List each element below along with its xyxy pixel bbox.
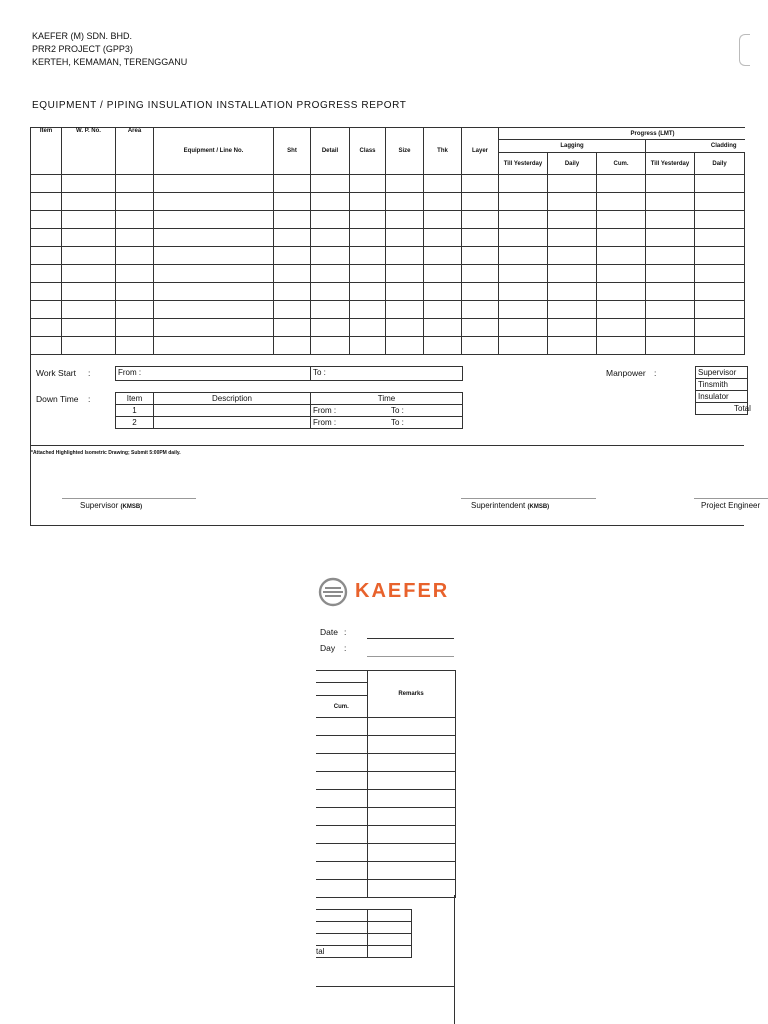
table-cell[interactable] <box>274 211 311 229</box>
table-cell[interactable] <box>386 229 424 247</box>
table-cell[interactable] <box>31 319 62 337</box>
table-cell[interactable] <box>311 265 350 283</box>
table-cell[interactable] <box>462 283 499 301</box>
table-row <box>316 736 455 754</box>
down-time-time-cell[interactable] <box>311 405 463 417</box>
table-cell[interactable] <box>646 175 695 193</box>
table-cell[interactable] <box>350 301 386 319</box>
table-cell[interactable] <box>695 175 745 193</box>
company-name: KAEFER (M) SDN. BHD. <box>32 31 133 41</box>
col-header-equipment: Equipment / Line No. <box>154 128 274 175</box>
manpower-total-count[interactable] <box>367 946 411 958</box>
project-name: PRR2 PROJECT (GPP3) <box>32 44 133 54</box>
col-header-lagging-daily: Daily <box>548 153 597 175</box>
superintendent-sign-line <box>461 498 596 499</box>
table-cell[interactable] <box>548 175 597 193</box>
manpower-supervisor-count[interactable] <box>367 910 411 922</box>
table-cell[interactable] <box>597 175 646 193</box>
table-cell[interactable] <box>62 193 116 211</box>
table-cell[interactable] <box>154 229 274 247</box>
table-cell[interactable] <box>350 193 386 211</box>
table-cell[interactable] <box>62 337 116 355</box>
col-header-class: Class <box>350 128 386 175</box>
table-cell[interactable] <box>116 337 154 355</box>
table-cell[interactable] <box>646 211 695 229</box>
table-cell[interactable] <box>154 175 274 193</box>
table-cell[interactable] <box>311 211 350 229</box>
table-cell[interactable] <box>462 247 499 265</box>
table-cell[interactable] <box>424 301 462 319</box>
work-start-to-label: To : <box>313 368 326 377</box>
table-cell[interactable] <box>350 283 386 301</box>
manpower-table <box>695 366 751 415</box>
supervisor-signature <box>80 501 142 510</box>
table-cell[interactable] <box>316 736 367 754</box>
col-header-progress: Progress (LMT) <box>499 128 745 140</box>
table-cell[interactable] <box>597 319 646 337</box>
table-cell[interactable] <box>386 301 424 319</box>
table-cell[interactable] <box>646 265 695 283</box>
col-header-cladding-cum: Cum. <box>316 696 367 718</box>
date-colon: : <box>344 627 347 637</box>
table-cell[interactable] <box>695 247 745 265</box>
down-time-description-cell[interactable] <box>154 417 311 429</box>
table-cell[interactable] <box>274 229 311 247</box>
table-cell[interactable] <box>499 265 548 283</box>
table-cell[interactable] <box>386 193 424 211</box>
table-cell[interactable] <box>31 265 62 283</box>
table-row <box>31 283 745 301</box>
table-cell[interactable] <box>116 301 154 319</box>
table-cell[interactable] <box>386 283 424 301</box>
day-label: Day <box>320 643 336 653</box>
table-row <box>31 265 745 283</box>
table-cell[interactable] <box>316 844 367 862</box>
down-time-to-label: To : <box>391 406 404 415</box>
down-time-from-label: From : <box>313 406 337 415</box>
col-header-cladding-daily: Daily <box>695 153 745 175</box>
day-field[interactable] <box>367 656 454 657</box>
table-cell[interactable] <box>462 229 499 247</box>
table-cell[interactable] <box>316 790 367 808</box>
work-start-colon: : <box>88 368 91 378</box>
table-cell[interactable] <box>462 175 499 193</box>
table-cell[interactable] <box>316 880 367 898</box>
col-header-layer: Layer <box>462 128 499 175</box>
table-cell[interactable] <box>386 175 424 193</box>
table-cell[interactable] <box>154 211 274 229</box>
project-engineer-sign-label: Project Engineer <box>701 501 761 510</box>
manpower-label: Manpower <box>606 368 646 378</box>
table-cell[interactable] <box>695 265 745 283</box>
table-cell[interactable] <box>597 337 646 355</box>
table-cell[interactable] <box>31 283 62 301</box>
down-time-header-description: Description <box>154 393 311 405</box>
table-cell[interactable] <box>367 844 455 862</box>
col-header-sht: Sht <box>274 128 311 175</box>
down-time-header-item: Item <box>116 393 154 405</box>
table-cell[interactable] <box>116 229 154 247</box>
table-row <box>31 229 745 247</box>
table-cell[interactable] <box>695 229 745 247</box>
table-cell[interactable] <box>316 808 367 826</box>
table-cell[interactable] <box>154 283 274 301</box>
table-cell[interactable] <box>367 736 455 754</box>
table-cell[interactable] <box>548 265 597 283</box>
table-cell[interactable] <box>499 337 548 355</box>
table-row <box>316 772 455 790</box>
table-cell[interactable] <box>695 301 745 319</box>
table-cell[interactable] <box>386 247 424 265</box>
work-start-from-field[interactable] <box>115 366 311 381</box>
table-cell[interactable] <box>62 229 116 247</box>
supervisor-sign-label: Supervisor <box>80 501 119 510</box>
down-time-row <box>116 405 463 417</box>
table-cell[interactable] <box>350 319 386 337</box>
table-cell[interactable] <box>311 193 350 211</box>
table-cell[interactable] <box>462 319 499 337</box>
down-time-row <box>116 417 463 429</box>
down-time-item-number: 2 <box>116 417 154 429</box>
table-cell[interactable] <box>548 229 597 247</box>
table-cell[interactable] <box>31 229 62 247</box>
table-cell[interactable] <box>646 337 695 355</box>
table-row <box>316 880 455 898</box>
work-start-label: Work Start <box>36 368 76 378</box>
table-cell[interactable] <box>424 265 462 283</box>
table-cell[interactable] <box>316 862 367 880</box>
project-engineer-sign-line <box>694 498 768 499</box>
table-cell[interactable] <box>548 301 597 319</box>
table-cell[interactable] <box>350 211 386 229</box>
table-row <box>31 211 745 229</box>
table-row <box>31 175 745 193</box>
table-cell[interactable] <box>695 319 745 337</box>
table-cell[interactable] <box>695 211 745 229</box>
col-header-detail: Detail <box>311 128 350 175</box>
table-cell[interactable] <box>62 211 116 229</box>
table-cell[interactable] <box>424 247 462 265</box>
table-cell[interactable] <box>116 175 154 193</box>
table-cell[interactable] <box>462 211 499 229</box>
supervisor-sign-line <box>62 498 196 499</box>
table-cell[interactable] <box>367 826 455 844</box>
kaefer-logo-text: KAEFER <box>355 580 450 602</box>
table-cell[interactable] <box>367 808 455 826</box>
superintendent-sign-label: Superintendent <box>471 501 526 510</box>
date-field[interactable] <box>367 638 454 639</box>
table-cell[interactable] <box>424 193 462 211</box>
work-start-to-field[interactable] <box>310 366 463 381</box>
table-cell[interactable] <box>116 265 154 283</box>
table-cell[interactable] <box>154 247 274 265</box>
work-start-from-label: From : <box>118 368 142 377</box>
table-cell[interactable] <box>62 283 116 301</box>
table-cell[interactable] <box>386 319 424 337</box>
down-time-colon: : <box>88 394 91 404</box>
table-row <box>31 301 745 319</box>
table-cell[interactable] <box>316 772 367 790</box>
table-cell[interactable] <box>154 265 274 283</box>
manpower-insulator-count[interactable] <box>367 934 411 946</box>
table-cell[interactable] <box>316 754 367 772</box>
table-cell[interactable] <box>62 247 116 265</box>
table-cell[interactable] <box>367 718 455 736</box>
table-cell[interactable] <box>499 301 548 319</box>
down-time-time-cell[interactable] <box>311 417 463 429</box>
down-time-from-label: From : <box>313 418 337 427</box>
progress-table-continuation <box>316 670 456 898</box>
table-cell[interactable] <box>646 319 695 337</box>
table-cell[interactable] <box>274 265 311 283</box>
manpower-role-supervisor: Supervisor <box>696 367 748 379</box>
table-cell[interactable] <box>116 247 154 265</box>
frame-divider-2 <box>316 986 454 987</box>
table-cell[interactable] <box>646 193 695 211</box>
table-cell[interactable] <box>274 193 311 211</box>
frame-divider <box>30 445 744 446</box>
col-header-cladding-till-yesterday: Till Yesterday <box>646 153 695 175</box>
table-cell[interactable] <box>386 337 424 355</box>
table-cell[interactable] <box>274 175 311 193</box>
manpower-table-continuation <box>316 909 412 958</box>
table-cell[interactable] <box>499 247 548 265</box>
col-header-cladding: Cladding <box>646 140 745 153</box>
table-row <box>316 826 455 844</box>
table-cell[interactable] <box>274 301 311 319</box>
table-cell[interactable] <box>646 283 695 301</box>
table-cell[interactable] <box>350 175 386 193</box>
table-cell[interactable] <box>31 193 62 211</box>
manpower-total-fragment: tal <box>316 946 367 958</box>
table-cell[interactable] <box>154 193 274 211</box>
table-cell[interactable] <box>695 337 745 355</box>
table-cell[interactable] <box>462 301 499 319</box>
table-cell[interactable] <box>424 337 462 355</box>
table-row <box>316 790 455 808</box>
manpower-role-total: Total <box>696 403 748 415</box>
manpower-tinsmith-count[interactable] <box>367 922 411 934</box>
table-cell[interactable] <box>424 175 462 193</box>
table-cell[interactable] <box>597 301 646 319</box>
col-header-remarks: Remarks <box>367 671 455 718</box>
table-cell[interactable] <box>386 211 424 229</box>
down-time-table <box>115 392 463 429</box>
table-cell[interactable] <box>62 301 116 319</box>
table-cell[interactable] <box>316 718 367 736</box>
table-row <box>31 247 745 265</box>
table-cell[interactable] <box>62 175 116 193</box>
table-cell[interactable] <box>116 319 154 337</box>
table-cell[interactable] <box>695 283 745 301</box>
col-header-item: Item <box>31 128 62 175</box>
table-cell[interactable] <box>311 229 350 247</box>
manpower-role-insulator: Insulator <box>696 391 748 403</box>
table-cell[interactable] <box>548 319 597 337</box>
table-cell[interactable] <box>695 193 745 211</box>
table-cell[interactable] <box>311 337 350 355</box>
table-cell[interactable] <box>597 211 646 229</box>
table-cell[interactable] <box>367 880 455 898</box>
table-cell[interactable] <box>462 193 499 211</box>
table-cell[interactable] <box>386 265 424 283</box>
table-row <box>316 844 455 862</box>
table-cell[interactable] <box>31 211 62 229</box>
table-cell[interactable] <box>548 337 597 355</box>
table-cell[interactable] <box>31 301 62 319</box>
table-cell[interactable] <box>499 211 548 229</box>
day-colon: : <box>344 643 347 653</box>
logo-fragment-icon <box>739 34 750 66</box>
kaefer-logo-icon <box>318 577 348 612</box>
table-cell[interactable] <box>646 301 695 319</box>
table-row <box>316 862 455 880</box>
superintendent-signature <box>471 501 549 510</box>
table-cell[interactable] <box>424 283 462 301</box>
table-cell[interactable] <box>597 247 646 265</box>
table-cell[interactable] <box>31 247 62 265</box>
table-cell[interactable] <box>116 211 154 229</box>
table-cell[interactable] <box>367 754 455 772</box>
table-cell[interactable] <box>424 211 462 229</box>
col-header-thk: Thk <box>424 128 462 175</box>
table-row <box>316 718 455 736</box>
frame-left-border <box>30 352 31 525</box>
table-cell[interactable] <box>31 337 62 355</box>
table-cell[interactable] <box>597 229 646 247</box>
table-cell[interactable] <box>154 319 274 337</box>
table-cell[interactable] <box>597 193 646 211</box>
table-cell[interactable] <box>274 337 311 355</box>
progress-table <box>30 127 745 355</box>
table-cell[interactable] <box>350 229 386 247</box>
table-cell[interactable] <box>424 319 462 337</box>
col-header-size: Size <box>386 128 424 175</box>
table-cell[interactable] <box>311 247 350 265</box>
col-header-area: Area <box>116 128 154 175</box>
table-cell[interactable] <box>154 301 274 319</box>
table-cell[interactable] <box>499 193 548 211</box>
down-time-to-label: To : <box>391 418 404 427</box>
table-row <box>31 319 745 337</box>
table-cell[interactable] <box>311 319 350 337</box>
table-cell[interactable] <box>548 193 597 211</box>
table-cell[interactable] <box>116 283 154 301</box>
table-cell[interactable] <box>274 283 311 301</box>
table-cell[interactable] <box>499 319 548 337</box>
frame-bottom-border <box>30 525 744 526</box>
table-cell[interactable] <box>350 265 386 283</box>
table-row <box>31 337 745 355</box>
table-cell[interactable] <box>350 337 386 355</box>
col-header-wp-no: W. P. No. <box>62 128 116 175</box>
table-cell[interactable] <box>499 175 548 193</box>
table-cell[interactable] <box>499 229 548 247</box>
col-header-lagging: Lagging <box>499 140 646 153</box>
superintendent-org: (KMSB) <box>527 504 550 510</box>
table-cell[interactable] <box>548 211 597 229</box>
table-cell[interactable] <box>367 790 455 808</box>
table-cell[interactable] <box>62 319 116 337</box>
down-time-description-cell[interactable] <box>154 405 311 417</box>
supervisor-org: (KMSB) <box>120 504 143 510</box>
table-cell[interactable] <box>311 175 350 193</box>
manpower-role-tinsmith: Tinsmith <box>696 379 748 391</box>
table-cell[interactable] <box>350 247 386 265</box>
table-cell[interactable] <box>646 247 695 265</box>
table-row <box>316 808 455 826</box>
table-row <box>316 754 455 772</box>
table-cell[interactable] <box>316 826 367 844</box>
table-cell[interactable] <box>597 265 646 283</box>
table-row <box>31 193 745 211</box>
table-cell[interactable] <box>646 229 695 247</box>
table-cell[interactable] <box>548 247 597 265</box>
table-cell[interactable] <box>499 283 548 301</box>
table-cell[interactable] <box>548 283 597 301</box>
table-cell[interactable] <box>367 862 455 880</box>
down-time-item-number: 1 <box>116 405 154 417</box>
down-time-header-time: Time <box>311 393 463 405</box>
table-cell[interactable] <box>154 337 274 355</box>
table-cell[interactable] <box>597 283 646 301</box>
report-title: EQUIPMENT / PIPING INSULATION INSTALLATION PROGRESS REPORT <box>32 100 407 111</box>
company-location: KERTEH, KEMAMAN, TERENGGANU <box>32 57 188 67</box>
table-cell[interactable] <box>367 772 455 790</box>
table-cell[interactable] <box>274 319 311 337</box>
table-cell[interactable] <box>31 175 62 193</box>
date-label: Date <box>320 627 338 637</box>
col-header-lagging-till-yesterday: Till Yesterday <box>499 153 548 175</box>
submission-note: *Attached Highlighted Isometric Drawing; Submit 5:00PM daily. <box>31 450 181 456</box>
manpower-colon: : <box>654 368 657 378</box>
table-cell[interactable] <box>424 229 462 247</box>
table-cell[interactable] <box>116 193 154 211</box>
table-cell[interactable] <box>62 265 116 283</box>
table-cell[interactable] <box>274 247 311 265</box>
down-time-label: Down Time <box>36 394 79 404</box>
table-cell[interactable] <box>311 283 350 301</box>
table-cell[interactable] <box>311 301 350 319</box>
frame-right-border <box>454 895 455 1024</box>
project-engineer-signature <box>701 501 761 510</box>
table-cell[interactable] <box>462 265 499 283</box>
col-header-lagging-cum: Cum. <box>597 153 646 175</box>
table-cell[interactable] <box>462 337 499 355</box>
